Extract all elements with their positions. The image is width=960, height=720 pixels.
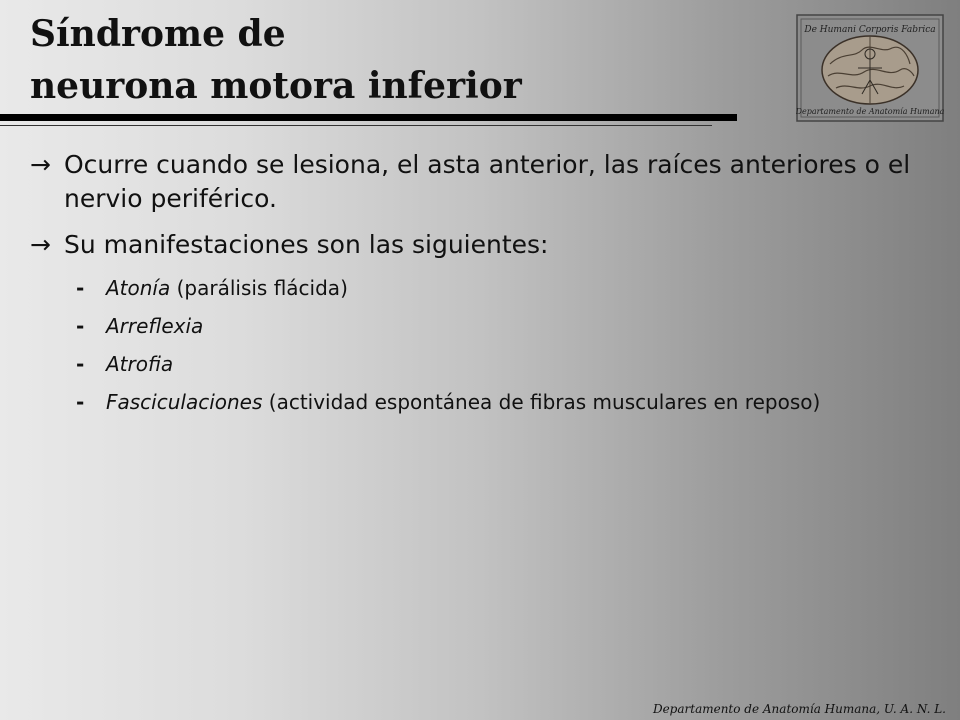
title-underline-thin (0, 125, 712, 126)
sub-bullet-term: Atrofia (106, 352, 174, 376)
bullet-text: Ocurre cuando se lesiona, el asta anterior, las raíces anteriores o el nervio periférico. (64, 150, 911, 213)
slide-title (30, 8, 522, 112)
sub-bullet-item (76, 388, 930, 416)
title-underline-thick (0, 114, 737, 121)
bullet-item (30, 148, 930, 216)
sub-bullet-item (76, 312, 930, 340)
sub-bullet-detail: (parálisis flácida) (170, 276, 348, 300)
title-line-2: neurona motora inferior (30, 65, 522, 107)
bullet-text: Su manifestaciones son las siguientes: (64, 230, 549, 259)
department-logo (796, 14, 944, 122)
sub-bullet-term: Arreflexia (106, 314, 204, 338)
arrow-bullet-icon: → (30, 150, 51, 179)
dash-bullet-icon: - (76, 352, 85, 376)
anatomy-brain-logo-icon (796, 14, 944, 122)
bullet-item (30, 228, 930, 262)
sub-bullet-item (76, 350, 930, 378)
arrow-bullet-icon: → (30, 230, 51, 259)
footer-credit: Departamento de Anatomía Humana, U. A. N. L. (652, 702, 946, 716)
title-line-1: Síndrome de (30, 13, 286, 55)
dash-bullet-icon: - (76, 276, 85, 300)
sub-bullet-term: Fasciculaciones (106, 390, 263, 414)
sub-bullet-term: Atonía (106, 276, 171, 300)
dash-bullet-icon: - (76, 390, 85, 414)
slide-content (30, 148, 930, 416)
logo-top-text: De Humani Corporis Fabrica (804, 25, 936, 35)
logo-bottom-text: Departamento de Anatomía Humana (796, 107, 944, 116)
dash-bullet-icon: - (76, 314, 85, 338)
sub-bullet-item (76, 274, 930, 302)
sub-bullet-detail: (actividad espontánea de fibras musculares en reposo) (262, 390, 821, 414)
